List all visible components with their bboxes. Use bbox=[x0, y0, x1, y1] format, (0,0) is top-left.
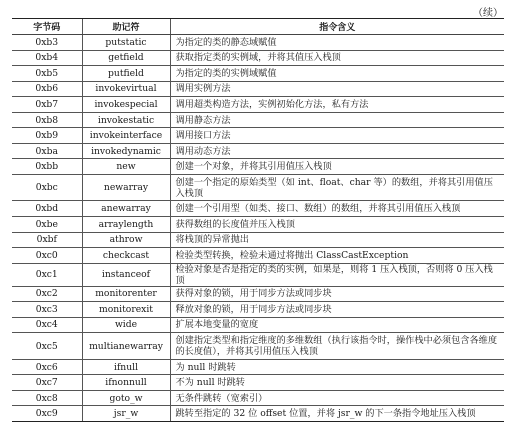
continued-label: （续） bbox=[473, 8, 503, 19]
mnemonic-cell: checkcast bbox=[82, 248, 170, 264]
table-row bbox=[12, 143, 504, 159]
opcode-table bbox=[12, 18, 504, 422]
meaning-cell: 创建一个引用型（如类、接口、数组）的数组，并将其引用值压入栈顶 bbox=[170, 201, 504, 217]
meaning-cell: 不为 null 时跳转 bbox=[170, 375, 504, 391]
table-row bbox=[12, 317, 504, 333]
meaning-cell: 将栈顶的异常抛出 bbox=[170, 232, 504, 248]
table-row bbox=[12, 216, 504, 232]
table-row bbox=[12, 50, 504, 66]
mnemonic-cell: putfield bbox=[82, 66, 170, 82]
header-mnemonic: 助记符 bbox=[82, 19, 170, 35]
meaning-cell: 创建一个对象，并将其引用值压入栈顶 bbox=[170, 159, 504, 175]
table-row bbox=[12, 286, 504, 302]
table-row bbox=[12, 201, 504, 217]
mnemonic-cell: invokevirtual bbox=[82, 81, 170, 97]
bytecode-cell: 0xc1 bbox=[12, 263, 82, 286]
mnemonic-cell: anewarray bbox=[82, 201, 170, 217]
meaning-cell: 扩展本地变量的宽度 bbox=[170, 317, 504, 333]
mnemonic-cell: getfield bbox=[82, 50, 170, 66]
bytecode-cell: 0xba bbox=[12, 143, 82, 159]
meaning-cell: 为 null 时跳转 bbox=[170, 359, 504, 375]
table-row bbox=[12, 263, 504, 286]
meaning-cell: 调用动态方法 bbox=[170, 143, 504, 159]
mnemonic-cell: invokestatic bbox=[82, 112, 170, 128]
mnemonic-cell: multianewarray bbox=[82, 333, 170, 360]
bytecode-cell: 0xb7 bbox=[12, 97, 82, 113]
mnemonic-cell: ifnull bbox=[82, 359, 170, 375]
bytecode-cell: 0xbb bbox=[12, 159, 82, 175]
bytecode-cell: 0xc4 bbox=[12, 317, 82, 333]
bytecode-cell: 0xb9 bbox=[12, 128, 82, 144]
bytecode-cell: 0xc8 bbox=[12, 390, 82, 406]
table-row bbox=[12, 375, 504, 391]
bytecode-cell: 0xbe bbox=[12, 216, 82, 232]
mnemonic-cell: new bbox=[82, 159, 170, 175]
mnemonic-cell: instanceof bbox=[82, 263, 170, 286]
meaning-cell: 调用实例方法 bbox=[170, 81, 504, 97]
table-row bbox=[12, 112, 504, 128]
table-row bbox=[12, 174, 504, 201]
meaning-cell: 调用超类构造方法，实例初始化方法，私有方法 bbox=[170, 97, 504, 113]
table-row bbox=[12, 66, 504, 82]
meaning-cell: 检验对象是否是指定的类的实例，如果是，则将 1 压入栈顶，否则将 0 压入栈顶 bbox=[170, 263, 504, 286]
meaning-cell: 释放对象的锁，用于同步方法或同步块 bbox=[170, 302, 504, 318]
header-bytecode: 字节码 bbox=[12, 19, 82, 35]
bytecode-cell: 0xbc bbox=[12, 174, 82, 201]
mnemonic-cell: goto_w bbox=[82, 390, 170, 406]
table-row bbox=[12, 35, 504, 51]
bytecode-cell: 0xb8 bbox=[12, 112, 82, 128]
table-row bbox=[12, 302, 504, 318]
meaning-cell: 无条件跳转（宽索引） bbox=[170, 390, 504, 406]
mnemonic-cell: athrow bbox=[82, 232, 170, 248]
meaning-cell: 为指定的类的静态域赋值 bbox=[170, 35, 504, 51]
bytecode-cell: 0xb4 bbox=[12, 50, 82, 66]
mnemonic-cell: putstatic bbox=[82, 35, 170, 51]
mnemonic-cell: newarray bbox=[82, 174, 170, 201]
table-row bbox=[12, 81, 504, 97]
table-row bbox=[12, 97, 504, 113]
bytecode-cell: 0xc3 bbox=[12, 302, 82, 318]
table-row bbox=[12, 159, 504, 175]
meaning-cell: 获得对象的锁，用于同步方法或同步块 bbox=[170, 286, 504, 302]
bytecode-cell: 0xbd bbox=[12, 201, 82, 217]
bytecode-cell: 0xbf bbox=[12, 232, 82, 248]
mnemonic-cell: ifnonnull bbox=[82, 375, 170, 391]
bytecode-cell: 0xb5 bbox=[12, 66, 82, 82]
table-row bbox=[12, 248, 504, 264]
bytecode-cell: 0xc7 bbox=[12, 375, 82, 391]
mnemonic-cell: jsr_w bbox=[82, 406, 170, 422]
meaning-cell: 创建一个指定的原始类型（如 int、float、char 等）的数组，并将其引用值压入栈顶 bbox=[170, 174, 504, 201]
table-header-row bbox=[12, 19, 504, 35]
mnemonic-cell: wide bbox=[82, 317, 170, 333]
mnemonic-cell: invokespecial bbox=[82, 97, 170, 113]
meaning-cell: 跳转至指定的 32 位 offset 位置，并将 jsr_w 的下一条指令地址压入栈顶 bbox=[170, 406, 504, 422]
meaning-cell: 检验类型转换，检验未通过将抛出 ClassCastException bbox=[170, 248, 504, 264]
meaning-cell: 创建指定类型和指定维度的多维数组（执行该指令时，操作栈中必须包含各维度的长度值），并将其引用值压入栈顶 bbox=[170, 333, 504, 360]
table-row bbox=[12, 232, 504, 248]
header-meaning: 指令含义 bbox=[170, 19, 504, 35]
mnemonic-cell: monitorexit bbox=[82, 302, 170, 318]
mnemonic-cell: invokeinterface bbox=[82, 128, 170, 144]
table-row bbox=[12, 128, 504, 144]
bytecode-cell: 0xc0 bbox=[12, 248, 82, 264]
table-row bbox=[12, 359, 504, 375]
bytecode-cell: 0xc2 bbox=[12, 286, 82, 302]
meaning-cell: 获得数组的长度值并压入栈顶 bbox=[170, 216, 504, 232]
mnemonic-cell: monitorenter bbox=[82, 286, 170, 302]
table-row bbox=[12, 406, 504, 422]
bytecode-cell: 0xb3 bbox=[12, 35, 82, 51]
meaning-cell: 为指定的类的实例域赋值 bbox=[170, 66, 504, 82]
bytecode-cell: 0xc6 bbox=[12, 359, 82, 375]
meaning-cell: 获取指定类的实例域，并将其值压入栈顶 bbox=[170, 50, 504, 66]
meaning-cell: 调用静态方法 bbox=[170, 112, 504, 128]
table-row bbox=[12, 333, 504, 360]
mnemonic-cell: invokedynamic bbox=[82, 143, 170, 159]
bytecode-cell: 0xc9 bbox=[12, 406, 82, 422]
mnemonic-cell: arraylength bbox=[82, 216, 170, 232]
table-row bbox=[12, 390, 504, 406]
bytecode-cell: 0xc5 bbox=[12, 333, 82, 360]
bytecode-cell: 0xb6 bbox=[12, 81, 82, 97]
meaning-cell: 调用接口方法 bbox=[170, 128, 504, 144]
